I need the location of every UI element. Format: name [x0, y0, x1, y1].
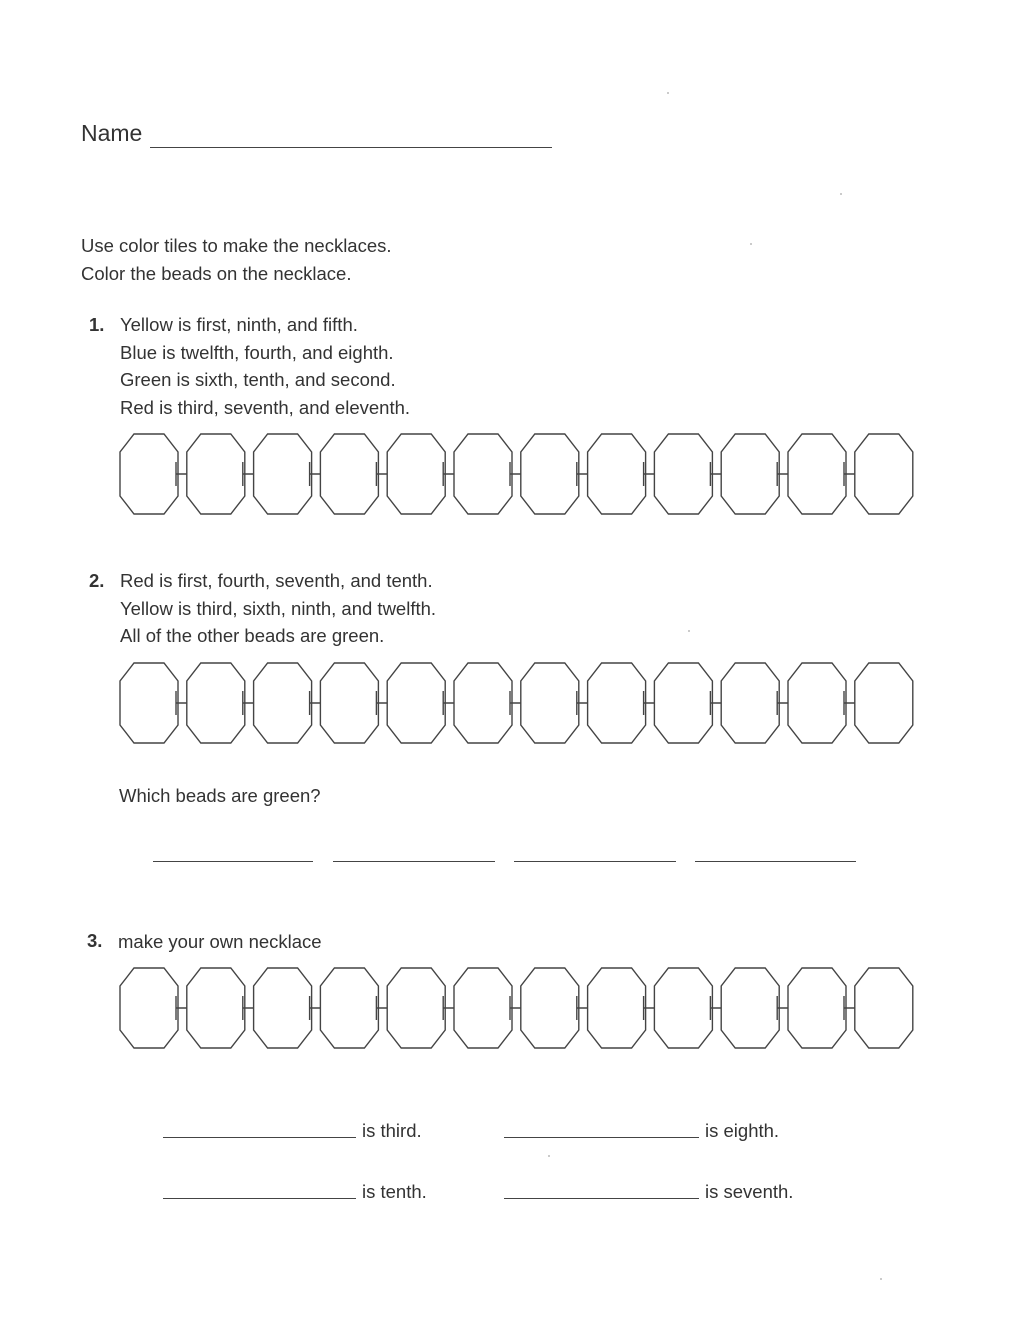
fill-in-blank[interactable] [163, 1137, 356, 1138]
answer-blank[interactable] [514, 861, 676, 862]
bead[interactable] [254, 434, 312, 514]
fill-in-blank[interactable] [163, 1198, 356, 1199]
bead[interactable] [120, 663, 178, 743]
question-line: Blue is twelfth, fourth, and eighth. [120, 341, 394, 363]
bead[interactable] [855, 968, 913, 1048]
fill-in-label: is tenth. [362, 1181, 427, 1202]
bead[interactable] [254, 663, 312, 743]
bead[interactable] [588, 663, 646, 743]
fill-in-blank[interactable] [504, 1198, 699, 1199]
bead[interactable] [454, 968, 512, 1048]
bead[interactable] [120, 434, 178, 514]
question-number: 2. [89, 570, 105, 591]
question-number: 1. [89, 314, 105, 335]
question-text [118, 928, 322, 956]
bead[interactable] [788, 434, 846, 514]
bead[interactable] [721, 968, 779, 1048]
bead[interactable] [588, 968, 646, 1048]
bead[interactable] [387, 434, 445, 514]
bead[interactable] [654, 434, 712, 514]
bead[interactable] [654, 663, 712, 743]
bead[interactable] [454, 663, 512, 743]
necklace-2 [110, 657, 920, 753]
bead[interactable] [788, 663, 846, 743]
bead[interactable] [120, 968, 178, 1048]
bead[interactable] [387, 968, 445, 1048]
question-line: All of the other beads are green. [120, 625, 385, 646]
bead[interactable] [320, 968, 378, 1048]
instruction-line: Color the beads on the necklace. [81, 263, 352, 284]
scan-speck [880, 1278, 882, 1280]
bead[interactable] [721, 434, 779, 514]
necklace-1 [110, 428, 920, 524]
bead[interactable] [654, 968, 712, 1048]
question-line: make your own necklace [118, 931, 322, 952]
answer-blank[interactable] [695, 861, 856, 862]
question-line: Green is sixth, tenth, and second. [120, 369, 396, 390]
name-label: Name [81, 120, 143, 146]
bead[interactable] [320, 663, 378, 743]
bead[interactable] [588, 434, 646, 514]
bead[interactable] [454, 434, 512, 514]
bead[interactable] [521, 968, 579, 1048]
instruction-line: Use color tiles to make the necklaces. [81, 235, 392, 256]
answer-blank[interactable] [153, 861, 313, 862]
bead[interactable] [788, 968, 846, 1048]
scan-speck [667, 92, 669, 94]
bead[interactable] [721, 663, 779, 743]
answer-blank[interactable] [333, 861, 495, 862]
bead[interactable] [187, 968, 245, 1048]
bead[interactable] [187, 434, 245, 514]
bead[interactable] [855, 663, 913, 743]
fill-in-blank[interactable] [504, 1137, 699, 1138]
question-text [120, 567, 436, 650]
question-text [120, 311, 410, 421]
bead[interactable] [855, 434, 913, 514]
bead[interactable] [254, 968, 312, 1048]
instructions [81, 232, 392, 288]
bead[interactable] [387, 663, 445, 743]
question-line: Yellow is third, sixth, ninth, and twelfth. [120, 597, 437, 619]
scan-speck [688, 630, 690, 632]
bead[interactable] [521, 434, 579, 514]
fill-in-label: is third. [362, 1120, 422, 1141]
name-blank-line[interactable] [150, 147, 552, 148]
bead[interactable] [320, 434, 378, 514]
question-line: Yellow is first, ninth, and fifth. [120, 314, 358, 335]
scan-speck [548, 1155, 550, 1157]
question-number: 3. [87, 930, 103, 951]
necklace-3 [110, 962, 920, 1058]
fill-in-label: is eighth. [705, 1120, 780, 1141]
fill-in-label: is seventh. [705, 1181, 794, 1202]
scan-speck [840, 193, 842, 195]
bead[interactable] [187, 663, 245, 743]
follow-up-question: Which beads are green? [119, 785, 321, 806]
bead[interactable] [521, 663, 579, 743]
question-line: Red is third, seventh, and eleventh. [120, 396, 411, 418]
question-line: Red is first, fourth, seventh, and tenth. [120, 570, 433, 591]
scan-speck [750, 243, 752, 245]
